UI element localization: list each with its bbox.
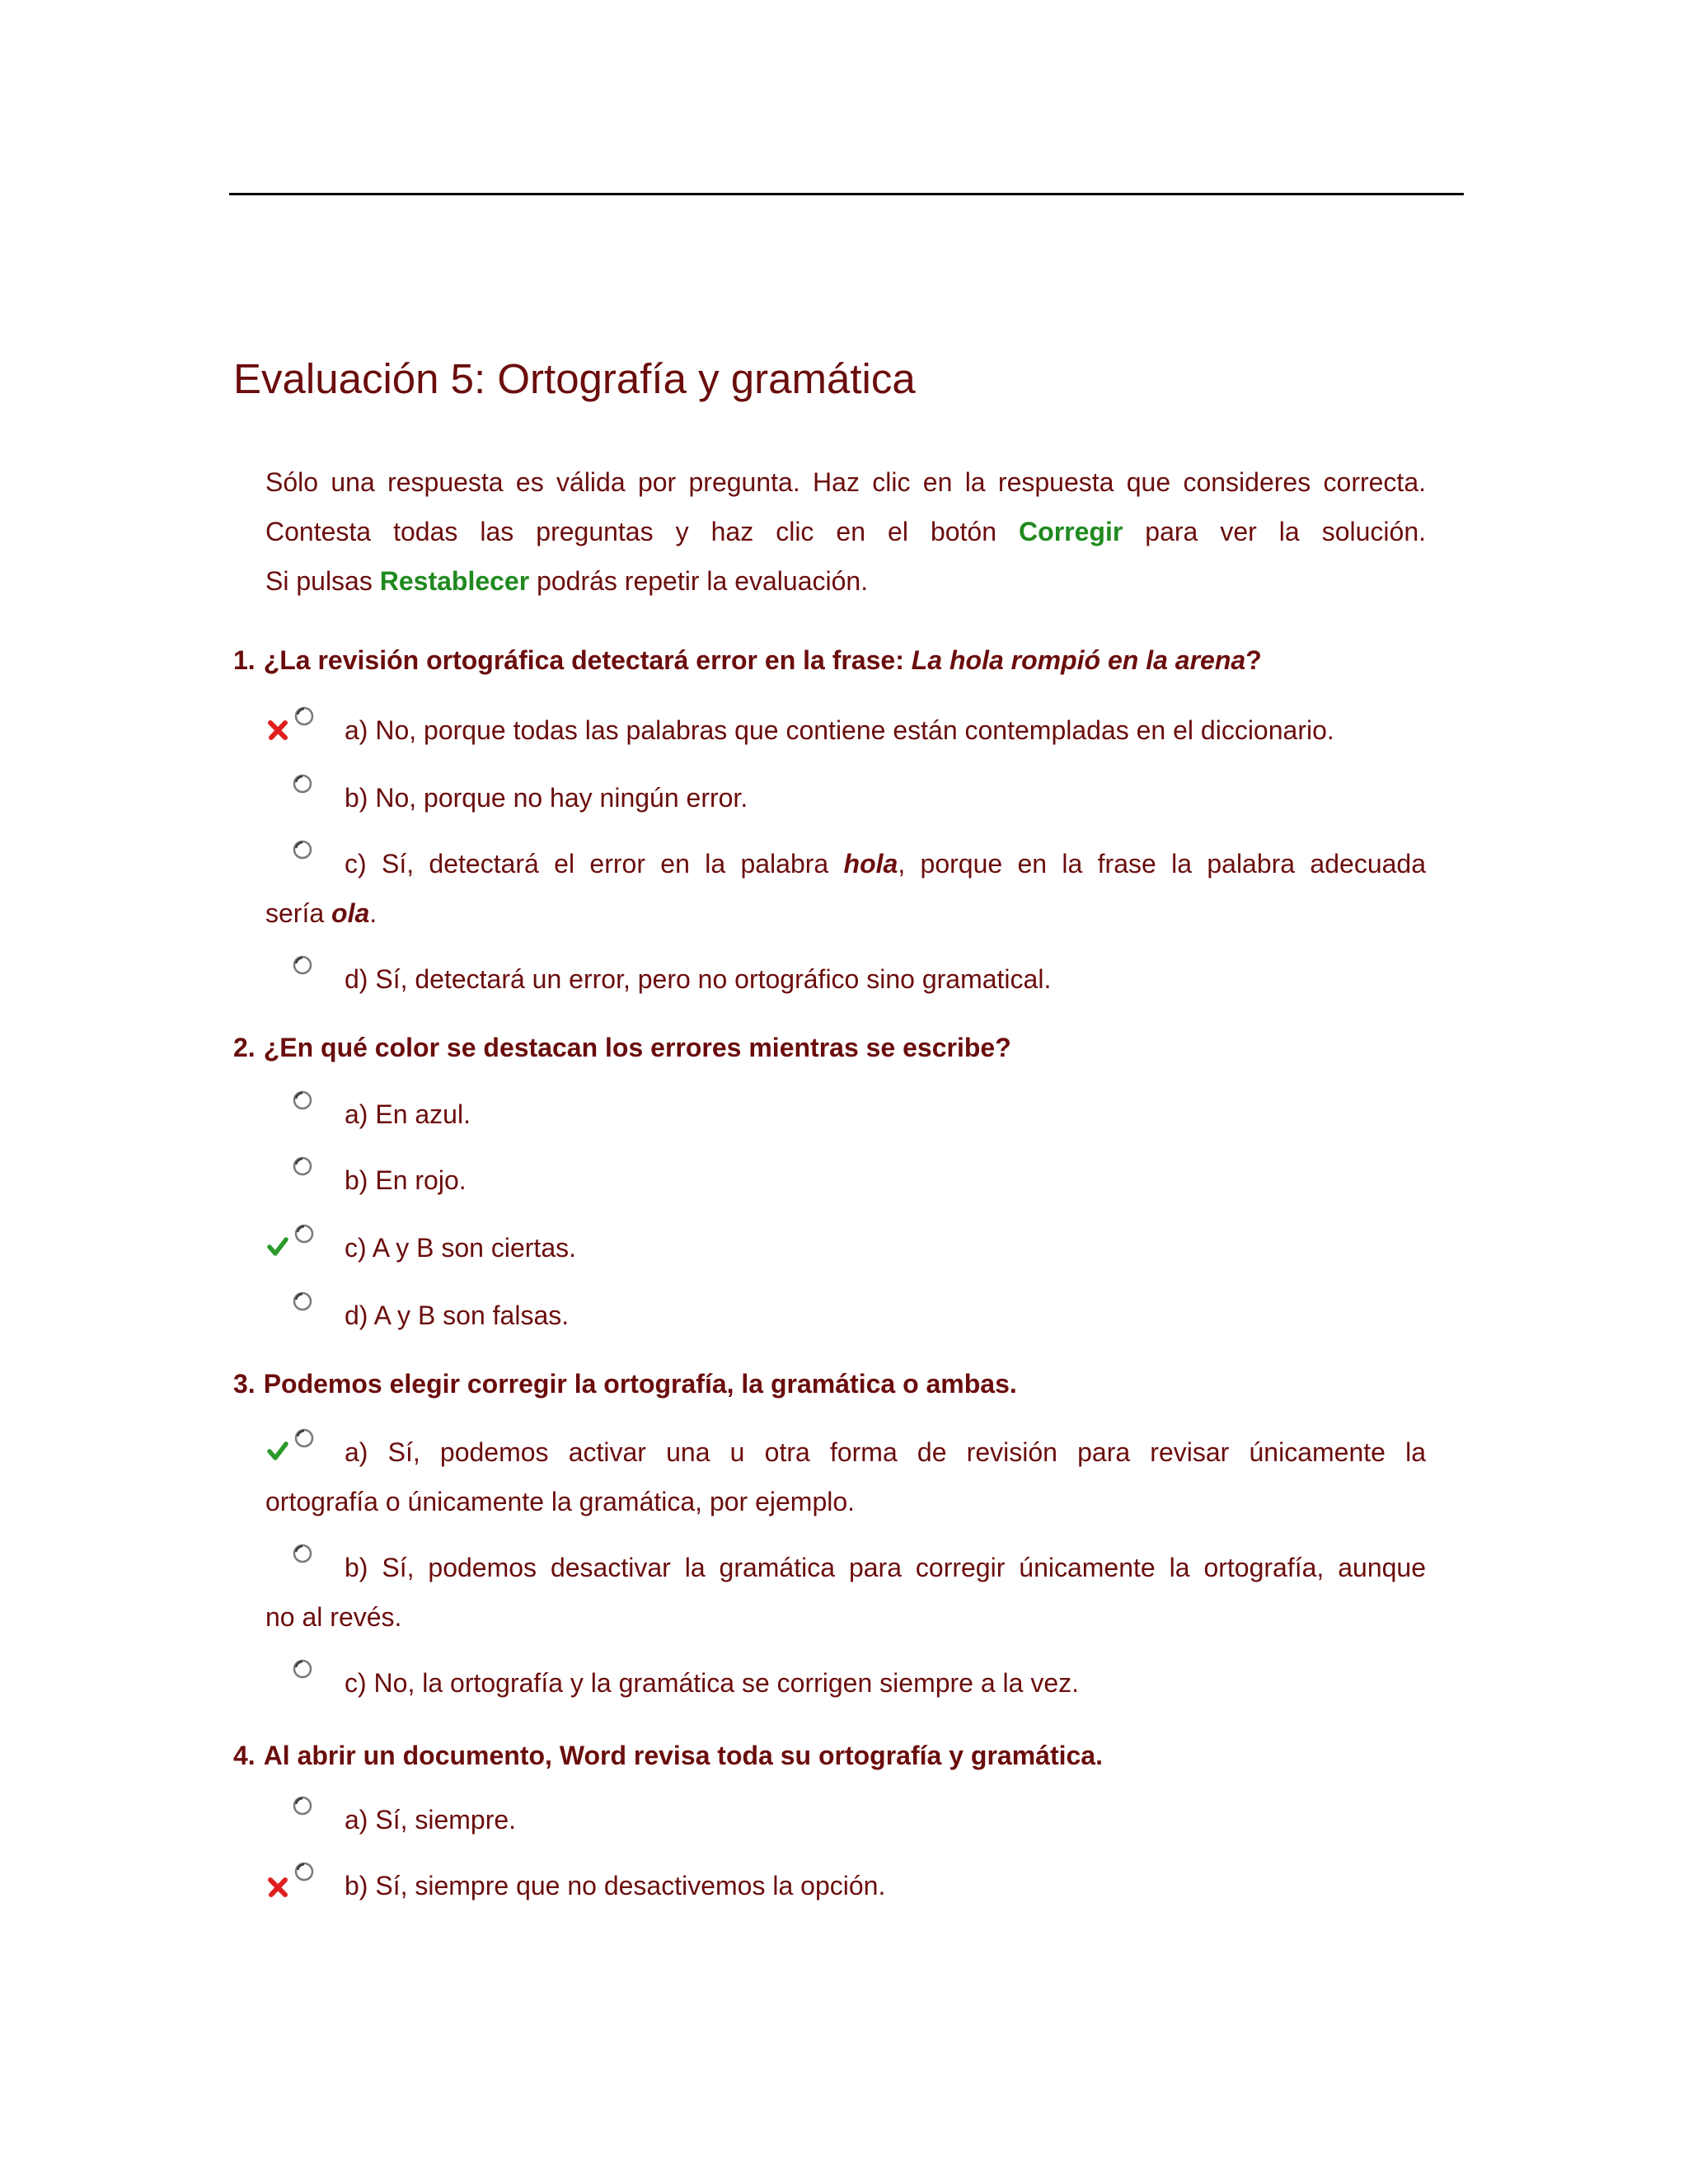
option-label: b) Sí, podemos desactivar la gramática para corregir únicamente la ortografía, aunque [345,1553,1426,1582]
q4-option-a[interactable] [265,1795,1426,1844]
instructions-text: para ver la solución. [1123,517,1427,546]
q2-option-d[interactable] [265,1291,1426,1340]
option-emphasis: ola [331,898,370,928]
q2-option-b[interactable] [265,1155,1426,1205]
restablecer-keyword: Restablecer [379,566,530,596]
radio-button-icon[interactable] [292,1795,313,1816]
question-number: 1. [233,645,256,675]
radio-button-icon[interactable] [292,1090,313,1111]
q3-option-a[interactable] [265,1427,1426,1526]
instructions-text: Contesta todas las preguntas y haz clic en el botón [265,517,1020,546]
q3-option-c[interactable] [265,1658,1426,1708]
option-text: sería [265,898,332,928]
radio-button-icon[interactable] [292,1658,313,1680]
option-text: . [369,898,377,928]
question-phrase: La hola rompió en la arena [911,645,1246,675]
option-text: , porque en la frase la palabra adecuada [898,849,1427,879]
radio-button-icon[interactable] [292,954,313,976]
option-label-continued: ortografía o únicamente la gramática, por ejemplo. [265,1487,856,1516]
q1-option-a[interactable] [265,705,1426,755]
radio-button-icon[interactable] [293,705,315,727]
question-text: ¿La revisión ortográfica detectará error en la frase: [263,645,912,675]
question-2 [233,1033,1011,1063]
top-rule [229,193,1464,195]
q1-option-c[interactable] [265,839,1426,938]
option-label: c) A y B son ciertas. [345,1233,576,1263]
instructions-line-3 [265,556,1426,606]
instructions-text: podrás repetir la evaluación. [529,566,869,596]
question-text: Al abrir un documento, Word revisa toda su ortografía y gramática. [263,1741,1103,1770]
instructions [265,457,1426,606]
radio-button-icon[interactable] [292,773,313,794]
option-label: a) No, porque todas las palabras que contiene están contempladas en el diccionario. [345,715,1334,745]
check-icon [265,1235,290,1259]
radio-button-icon[interactable] [293,1223,315,1244]
option-label-continued: no al revés. [265,1602,402,1632]
q2-option-c[interactable] [265,1223,1426,1272]
page-title: Evaluación 5: Ortografía y gramática [233,355,916,402]
question-text: Podemos elegir corregir la ortografía, la gramática o ambas. [263,1369,1017,1399]
question-number: 3. [233,1369,256,1399]
option-label: a) Sí, podemos activar una u otra forma de revisión para revisar únicamente la [345,1437,1426,1467]
option-label: d) Sí, detectará un error, pero no ortográfico sino gramatical. [345,964,1052,994]
radio-button-icon[interactable] [292,839,313,860]
question-4 [233,1741,1103,1771]
instructions-line-2 [265,507,1426,556]
corregir-keyword: Corregir [1019,517,1123,546]
q2-option-a[interactable] [265,1090,1426,1139]
option-label: d) A y B son falsas. [345,1301,570,1330]
question-1 [233,645,1262,676]
option-label: a) Sí, siempre. [345,1805,517,1835]
radio-button-icon[interactable] [293,1861,315,1882]
q1-option-b[interactable] [265,773,1426,823]
radio-button-icon[interactable] [292,1155,313,1177]
cross-icon [265,1874,290,1899]
check-icon [265,1439,290,1464]
option-label [265,839,1426,888]
option-label: a) En azul. [345,1099,471,1129]
q3-option-b[interactable] [265,1543,1426,1642]
question-text-end: ? [1245,645,1262,675]
option-label-continued [265,888,1426,938]
radio-button-icon[interactable] [292,1291,313,1312]
q1-option-d[interactable] [265,954,1426,1004]
option-label: b) No, porque no hay ningún error. [345,783,748,813]
option-label: b) Sí, siempre que no desactivemos la opción. [345,1871,886,1900]
instructions-line-1: Sólo una respuesta es válida por pregunta. Haz clic en la respuesta que consideres correcta. [265,467,1426,497]
question-3 [233,1369,1017,1399]
instructions-text: Si pulsas [265,566,380,596]
question-text: ¿En qué color se destacan los errores mientras se escribe? [263,1033,1011,1062]
option-label: c) No, la ortografía y la gramática se corrigen siempre a la vez. [345,1668,1080,1698]
option-label: b) En rojo. [345,1165,467,1195]
radio-button-icon[interactable] [293,1427,315,1449]
option-emphasis: hola [843,849,898,879]
cross-icon [265,717,290,742]
q4-option-b[interactable] [265,1861,1426,1910]
option-text: c) Sí, detectará el error en la palabra [345,849,844,879]
question-number: 2. [233,1033,256,1062]
radio-button-icon[interactable] [292,1543,313,1564]
question-number: 4. [233,1741,256,1770]
